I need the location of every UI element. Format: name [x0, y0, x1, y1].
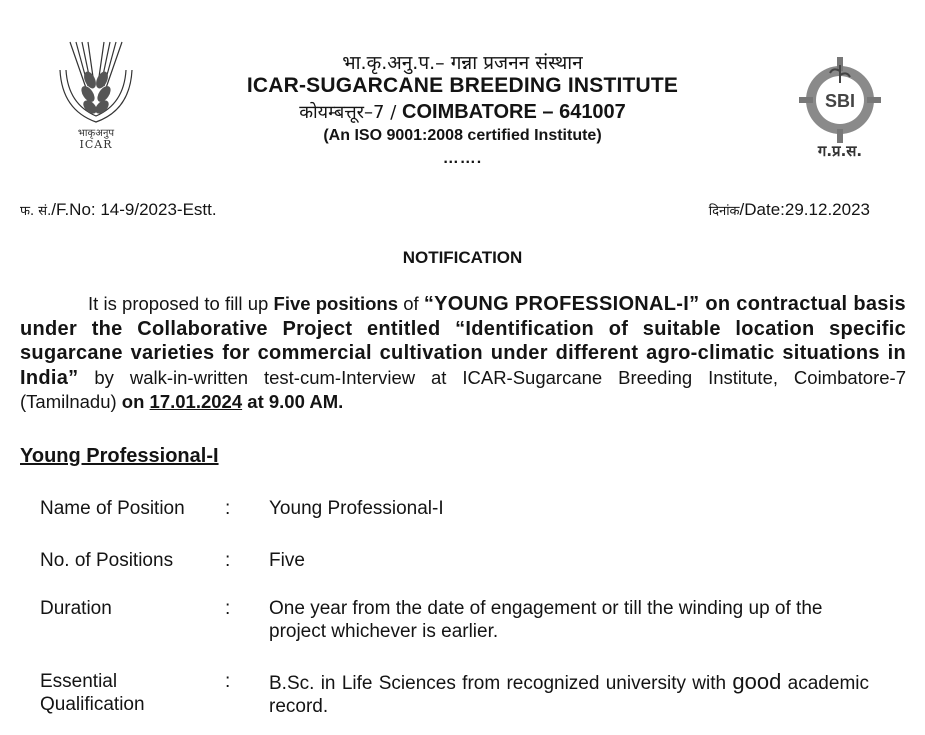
- icar-logo-text: ICAR: [79, 138, 113, 151]
- date-hindi: दिनांक: [708, 204, 740, 219]
- sbi-logo-text: SBI: [824, 91, 856, 111]
- colon: :: [225, 498, 231, 519]
- qualification-good: good: [732, 669, 782, 694]
- date-value: /Date:29.12.2023: [739, 200, 870, 219]
- city-english: COIMBATORE – 641007: [402, 101, 626, 123]
- name-of-position-value: Young Professional-I: [269, 498, 444, 519]
- para-project-title: “YOUNG PROFESSIONAL-I” on contractual basis under the Collaborative Project entitled “Identification of suitable location specific sugarcane varieties for commercial cultivation under different agro-climatic situations in India”: [20, 293, 906, 389]
- sbi-logo-caption: ग.प्र.स.: [817, 142, 863, 160]
- file-number-hindi: फ. सं.: [20, 204, 52, 219]
- para-on: on: [121, 391, 150, 412]
- para-interview-date: 17.01.2024: [149, 391, 243, 412]
- colon: :: [225, 671, 231, 692]
- colon: :: [225, 550, 231, 571]
- header-dots: …….: [442, 150, 483, 167]
- colon: :: [225, 598, 231, 619]
- para-interview-time: at 9.00 AM.: [242, 391, 344, 412]
- qualification-label-line-1: Essential: [40, 671, 118, 692]
- section-heading: Young Professional-I: [20, 445, 219, 467]
- para-text-3: by walk-in-written test-cum-Interview at ICAR-Sugarcane Breeding Institute, Coimbatore-7 (Tamilnadu): [20, 366, 906, 412]
- duration-label: Duration: [40, 598, 112, 619]
- essential-qualification-value: [269, 670, 869, 718]
- para-text-1: It is proposed to fill up: [88, 293, 274, 314]
- no-of-positions-value: Five: [269, 550, 305, 571]
- notification-title: NOTIFICATION: [402, 248, 523, 267]
- notification-paragraph: [20, 292, 906, 415]
- qualification-text-1: B.Sc. in Life Sciences from recognized university with: [269, 673, 733, 694]
- institute-address: [0, 100, 925, 124]
- institute-name: ICAR-SUGARCANE BREEDING INSTITUTE: [246, 74, 679, 97]
- file-number: [20, 200, 217, 220]
- city-hindi: कोयम्बत्तूर–7: [299, 102, 385, 123]
- file-number-value: /F.No: 14-9/2023-Estt.: [51, 200, 217, 219]
- notice-date: [709, 200, 870, 220]
- qualification-label-line-2: Qualification: [40, 694, 145, 715]
- para-text-2: of: [397, 293, 424, 314]
- para-five-positions: Five positions: [273, 293, 398, 314]
- iso-certification: (An ISO 9001:2008 certified Institute): [323, 127, 602, 144]
- essential-qualification-label: [40, 670, 210, 716]
- city-separator: /: [384, 102, 403, 123]
- duration-value: One year from the date of engagement or till the winding up of the project whichever is earlier.: [269, 598, 823, 642]
- name-of-position-label: Name of Position: [40, 498, 185, 519]
- qualification-text-2: academic record.: [269, 673, 869, 717]
- icar-logo-hindi: भाकृअनुप: [77, 128, 115, 139]
- institute-name-hindi: भा.कृ.अनु.प.– गन्ना प्रजनन संस्थान: [342, 52, 583, 74]
- no-of-positions-label: No. of Positions: [40, 550, 174, 571]
